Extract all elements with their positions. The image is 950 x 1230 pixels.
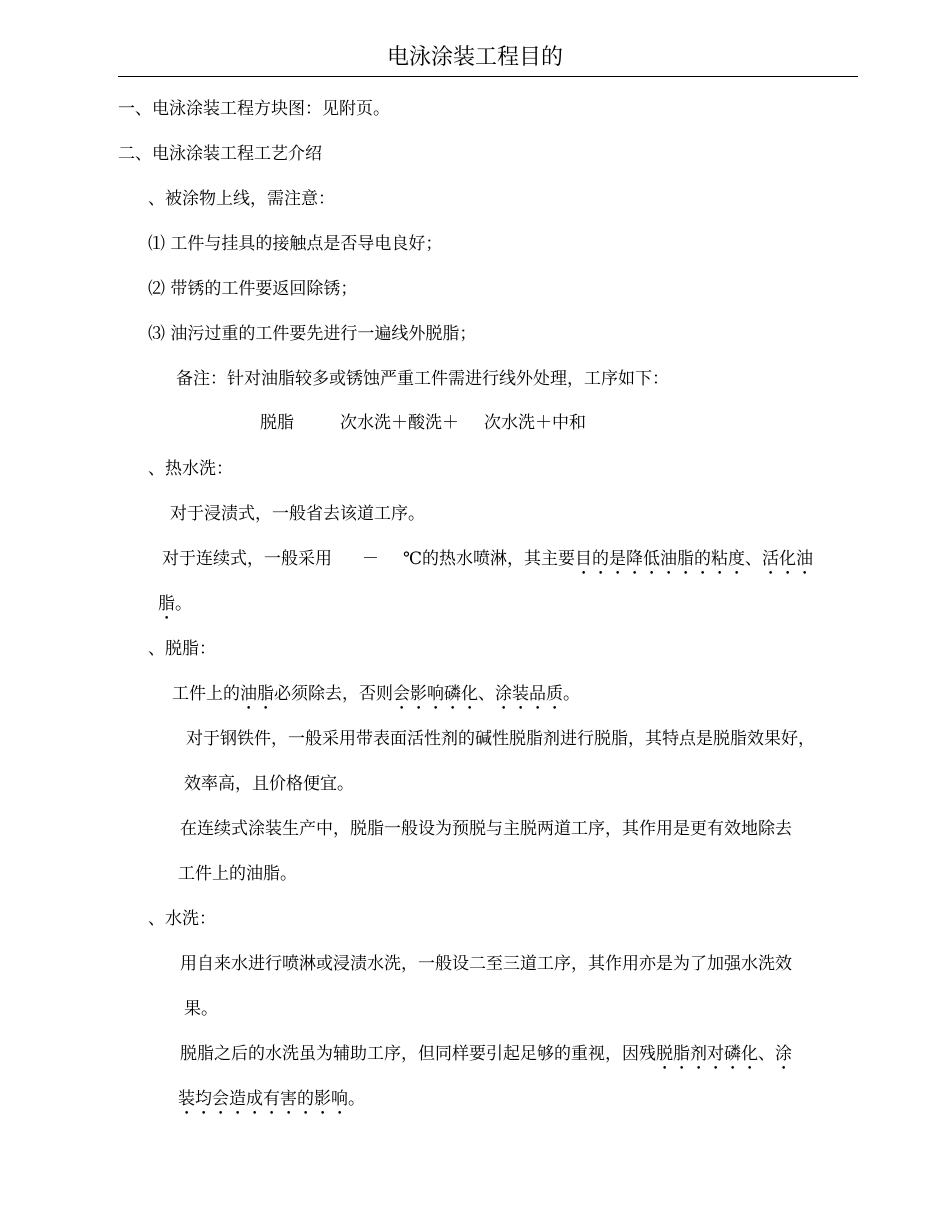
item-1-point-3: ⑶ 油污过重的工件要先进行一遍线外脱脂； xyxy=(148,324,477,344)
item-2-para-1: 对于浸渍式，一般省去该道工序。 xyxy=(170,504,425,524)
item-2-para-2-part-a: 对于连续式，一般采用 xyxy=(162,549,332,569)
item-4-para-2-line-1 xyxy=(180,1043,792,1074)
item-1-point-1: ⑴ 工件与挂具的接触点是否导电良好； xyxy=(148,234,443,254)
item-1-point-2: ⑵ 带锈的工件要返回除锈； xyxy=(148,279,358,299)
item-3-para-1-part-e: 。 xyxy=(563,684,580,704)
item-4-heading: 、水洗： xyxy=(148,909,216,929)
item-3-para-1-part-c: 必须除去，否则 xyxy=(274,684,393,704)
item-3-para-3-line-2: 工件上的油脂。 xyxy=(178,864,297,884)
item-3-para-1 xyxy=(172,683,580,714)
item-2-para-2-line-2: 脂。 xyxy=(158,594,192,614)
item-3-heading: 、脱脂： xyxy=(148,639,216,659)
item-4-para-2-line-2: 装均会造成有害的影响。 xyxy=(178,1089,365,1109)
title-underline xyxy=(118,76,858,77)
item-4-para-2-emphasis: 脱脂剂对磷化、涂 xyxy=(656,1044,792,1064)
section-2-heading: 二、电泳涂装工程工艺介绍 xyxy=(118,144,322,164)
document-title: 电泳涂装工程目的 xyxy=(386,45,563,70)
note-text: 备注：针对油脂较多或锈蚀严重工件需进行线外处理，工序如下： xyxy=(176,369,669,389)
item-4-para-1-line-2: 果。 xyxy=(184,999,218,1019)
formula-step-acid-wash: 次水洗＋酸洗＋ xyxy=(340,413,459,433)
item-3-para-3-line-1: 在连续式涂装生产中，脱脂一般设为预脱与主脱两道工序，其作用是更有效地除去 xyxy=(180,819,792,839)
item-4-para-2-part-a: 脱脂之后的水洗虽为辅助工序，但同样要引起足够的重视，因残 xyxy=(180,1044,656,1064)
item-3-para-1-part-a: 工件上的 xyxy=(172,684,240,704)
item-2-para-2-part-c: ℃的热水喷淋，其主要 xyxy=(403,549,576,569)
item-2-para-2-part-b: － xyxy=(362,549,379,569)
formula-step-neutralize: 次水洗＋中和 xyxy=(484,413,586,433)
item-3-para-2-line-1: 对于钢铁件，一般采用带表面活性剂的碱性脱脂剂进行脱脂，其特点是脱脂效果好， xyxy=(186,729,815,749)
formula-step-degrease: 脱脂 xyxy=(260,413,294,433)
item-1-heading: 、被涂物上线，需注意： xyxy=(148,189,335,209)
item-2-heading: 、热水洗： xyxy=(148,459,233,479)
item-2-para-2-line-1 xyxy=(162,548,813,579)
item-3-para-1-emphasis-2: 会影响磷化、涂装品质 xyxy=(393,684,563,704)
section-1-heading: 一、电泳涂装工程方块图：见附页。 xyxy=(118,99,390,119)
item-3-para-1-emphasis-1: 油脂 xyxy=(240,684,274,704)
item-2-para-2-emphasis: 目的是降低油脂的粘度、活化油 xyxy=(575,549,814,569)
item-4-para-1-line-1: 用自来水进行喷淋或浸渍水洗，一般设二至三道工序，其作用亦是为了加强水洗效 xyxy=(180,954,792,974)
item-3-para-2-line-2: 效率高，且价格便宜。 xyxy=(184,774,354,794)
